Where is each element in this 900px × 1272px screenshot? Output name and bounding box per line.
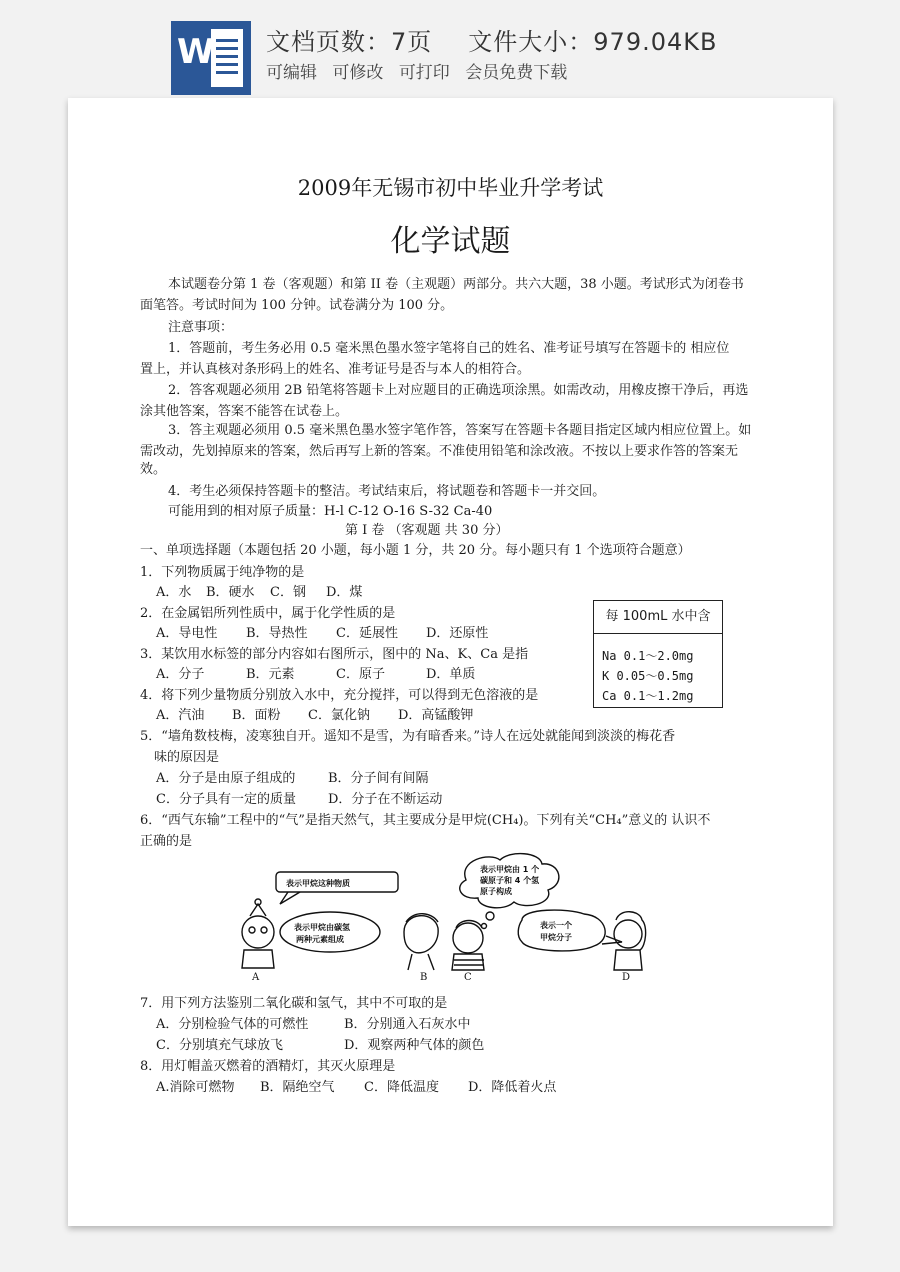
question-stem: 7．用下列方法鉴别二氧化碳和氢气，其中不可取的是: [140, 996, 448, 1011]
question-options: [156, 625, 488, 643]
figure-label: B: [420, 972, 428, 980]
bubble-text: 表示甲烷这种物质: [286, 879, 350, 888]
section1-heading: 一、单项选择题（本题包括 20 小题，每小题 1 分，共 20 分。每小题只有 1 个选项符合题意）: [140, 543, 691, 558]
label-row: Na 0.1～2.0mg: [602, 649, 694, 663]
page-count: 文档页数：7页: [266, 28, 433, 56]
bubble-text: 表示甲烷由 1 个: [480, 865, 540, 874]
question-stem: 2．在金属铝所列性质中，属于化学性质的是: [140, 606, 396, 621]
option: C．氯化钠: [308, 708, 370, 723]
option: C．降低温度: [364, 1080, 439, 1095]
bubble-text: 碳原子和 4 个氢: [480, 876, 540, 885]
option: D．煤: [326, 585, 363, 600]
download-banner: [0, 0, 900, 96]
label-row: K 0.05～0.5mg: [602, 669, 694, 683]
option: B．元素: [246, 667, 295, 682]
option: B．面粉: [232, 708, 281, 723]
option: A．分子: [156, 667, 205, 682]
question-options: [156, 1079, 556, 1097]
question-stem: 1．下列物质属于纯净物的是: [140, 565, 305, 580]
label-heading: 每 100mL 水中含: [594, 601, 722, 634]
option: A．导电性: [156, 626, 218, 641]
note-line: 需改动，先划掉原来的答案，然后再写上新的答案。不准使用铅笔和涂改液。不按以上要求作答的答案无: [140, 444, 739, 459]
speech-bubble: [280, 912, 380, 952]
figure-c: [453, 923, 483, 953]
figure-a: [242, 916, 274, 948]
part1-heading: 第 I 卷 （客观题 共 30 分）: [345, 523, 509, 538]
question-options: [156, 1037, 484, 1055]
note-line: 2．答客观题必须用 2B 铅笔将答题卡上对应题目的正确选项涂黑。如需改动，用橡皮擦干净后，再选: [168, 383, 749, 398]
question-stem: 3．某饮用水标签的部分内容如右图所示，图中的 Na、K、Ca 是指: [140, 647, 529, 662]
exam-title: 2009年无锡市初中毕业升学考试: [297, 176, 604, 200]
file-size: 文件大小：979.04KB: [468, 28, 718, 56]
question-stem-cont: 正确的是: [140, 834, 193, 849]
document-page: [68, 98, 833, 1226]
note-line: 1．答题前，考生务必用 0.5 毫米黑色墨水签字笔将自己的姓名、准考证号填写在答题卡的 相应位: [168, 341, 730, 356]
option: D．降低着火点: [468, 1080, 557, 1095]
option: B．分子间有间隔: [328, 771, 429, 786]
note-line: 3．答主观题必须用 0.5 毫米黑色墨水签字笔作答，答案写在答题卡各题目指定区域内相应位置上。如: [168, 423, 752, 438]
bubble-text: 表示甲烷由碳氢: [294, 923, 350, 932]
intro-line: 面笔答。考试时间为 100 分钟。试卷满分为 100 分。: [140, 298, 454, 313]
option: A．分别检验气体的可燃性: [156, 1017, 309, 1032]
note-line: 效。: [140, 462, 167, 477]
question-stem-cont: 味的原因是: [154, 750, 220, 765]
question-stem: 4．将下列少量物质分别放入水中，充分搅拌，可以得到无色溶液的是: [140, 688, 539, 703]
atomic-mass-line: 可能用到的相对原子质量：H-l C-12 O-16 S-32 Ca-40: [168, 504, 493, 519]
figure-label: A: [252, 972, 260, 980]
option: C．钢: [270, 585, 306, 600]
option: A．水: [156, 585, 192, 600]
feature-list: [266, 58, 577, 83]
option: D．观察两种气体的颜色: [344, 1038, 485, 1053]
bubble-text: 两种元素组成: [296, 935, 344, 944]
question-stem: 5．“墙角数枝梅，凌寒独自开。遥知不是雪，为有暗香来。”诗人在远处就能闻到淡淡的梅花香: [140, 729, 676, 744]
option: C．分别填充气球放飞: [156, 1038, 283, 1053]
water-label-box: [593, 600, 723, 708]
note-line: 4．考生必须保持答题卡的整洁。考试结束后，将试题卷和答题卡一并交回。: [168, 484, 606, 499]
option: C．原子: [336, 667, 385, 682]
option: B．隔绝空气: [260, 1080, 335, 1095]
option: B．硬水: [206, 585, 255, 600]
question-options: [156, 707, 473, 725]
bubble-text: 甲烷分子: [540, 933, 572, 942]
speech-bubble: [518, 910, 605, 951]
bubble-text: 原子构成: [480, 887, 512, 896]
note-line: 置上，并认真核对条形码上的姓名、准考证号是否与本人的相符合。: [140, 362, 531, 377]
note-line: 涂其他答案，答案不能答在试卷上。: [140, 404, 349, 419]
question-options: [156, 770, 429, 788]
methane-cartoon-figure: [228, 850, 648, 980]
option: B．分别通入石灰水中: [344, 1017, 471, 1032]
feature-free-download: 会员免费下载: [465, 63, 568, 83]
exam-subject: 化学试题: [390, 224, 511, 259]
bubble-text: 表示一个: [540, 921, 572, 930]
label-row: Ca 0.1～1.2mg: [602, 689, 694, 703]
question-options: [156, 666, 475, 684]
option: D．还原性: [426, 626, 489, 641]
question-options: [156, 584, 362, 602]
notes-heading: 注意事项：: [168, 320, 234, 335]
option: C．分子具有一定的质量: [156, 792, 296, 807]
option: A．分子是由原子组成的: [156, 771, 296, 786]
option: A．汽油: [156, 708, 205, 723]
question-stem: 6．“西气东输”工程中的“气”是指天然气，其主要成分是甲烷(CH₄)。下列有关“CH₄”意义的 认识不: [140, 813, 711, 828]
option: C．延展性: [336, 626, 398, 641]
figure-label: D: [622, 972, 631, 980]
question-options: [156, 1016, 471, 1034]
feature-printable: 可打印: [398, 63, 450, 83]
figure-b: [404, 916, 438, 953]
figure-label: C: [464, 972, 472, 980]
feature-editable: 可编辑: [266, 63, 317, 83]
feature-modifiable: 可修改: [332, 63, 384, 83]
option: D．高锰酸钾: [398, 708, 474, 723]
intro-line: 本试题卷分第 1 卷（客观题）和第 II 卷（主观题）两部分。共六大题，38 小题。考试形式为闭卷书: [168, 277, 744, 292]
option: D．单质: [426, 667, 476, 682]
figure-d: [614, 920, 642, 948]
word-doc-icon: W: [171, 21, 251, 95]
question-options: [156, 791, 442, 809]
option: A.消除可燃物: [156, 1080, 235, 1095]
file-info: [266, 22, 753, 57]
option: D．分子在不断运动: [328, 792, 443, 807]
question-stem: 8．用灯帽盖灭燃着的酒精灯，其灭火原理是: [140, 1059, 396, 1074]
option: B．导热性: [246, 626, 308, 641]
